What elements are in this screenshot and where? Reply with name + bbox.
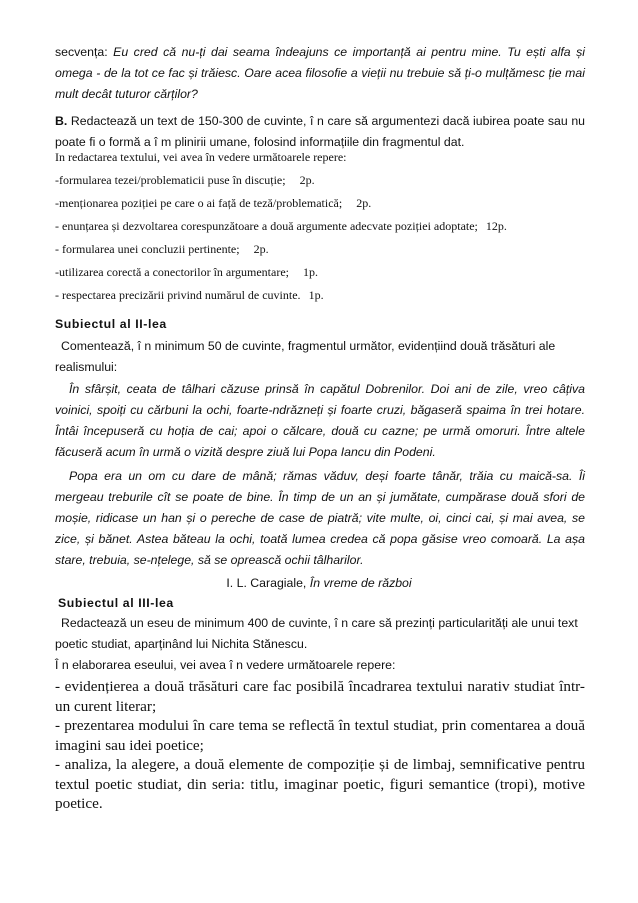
criterion-points: 1p. bbox=[308, 288, 324, 302]
source-author: I. L. Caragiale, bbox=[226, 576, 307, 590]
subject-2-excerpt-2: Popa era un om cu dare de mână; rămas văduv, deși foarte tânăr, trăia cu maică-sa. Îi mergeau treburile cît se poate de bine. În timp de un an și jumătate, cumpărase două sfori de moșie, ridicase un han și o pereche de case de piatră; vite multe, oi, cinci cai, și mai avea, se zice, și bănet. Astea băteau la ochi, toată lumea credea că popa găsise vreo comoară. La așa stare, trebuia, se-nțelege, să se oprească ochii tâlharilor. bbox=[55, 469, 585, 567]
excerpt-source bbox=[0, 573, 638, 594]
subject-2-title: Subiectul al II-lea bbox=[55, 317, 167, 331]
quote-paragraph bbox=[55, 42, 585, 105]
subject-3-intro: Î n elaborarea eseului, vei avea î n vedere următoarele repere: bbox=[55, 658, 396, 672]
subject-3-title: Subiectul al III-lea bbox=[58, 596, 174, 610]
task-b-text: Redactează un text de 150-300 de cuvinte, î n care să argumentezi dacă iubirea poate sau nu poate fi o formă a î m plinirii umane, folosind informațiile din fragmentul dat. bbox=[55, 114, 585, 149]
subject-2-instruction: Comentează, î n minimum 50 de cuvinte, fragmentul următor, evidențiind două trăsături ale realismului: bbox=[55, 339, 556, 374]
criterion-item: - enunțarea și dezvoltarea corespunzătoare a două argumente adecvate poziției adoptate; 12p. bbox=[55, 219, 507, 233]
essay-requirement: - evidențierea a două trăsături care fac posibilă încadrarea textului narativ studiat într-un curent literar; bbox=[55, 678, 585, 715]
quote-label: secvența: bbox=[55, 45, 108, 59]
criterion-points: 2p. bbox=[356, 196, 372, 210]
criterion-points: 2p. bbox=[299, 173, 315, 187]
criterion-item: -formularea tezei/problematicii puse în discuție; 2p. bbox=[55, 173, 315, 187]
criterion-item: -menționarea poziției pe care o ai față de teză/problematică; 2p. bbox=[55, 196, 372, 210]
task-b-marker: B. bbox=[55, 114, 68, 128]
quote-text: Eu cred că nu-ți dai seama îndeajuns ce importanță ai pentru mine. Tu ești alfa și omega - de la tot ce fac și trăiesc. Oare acea filosofie a vieții nu trebuie să ți-o mulțămesc ție mai mult decât tuturor cărților? bbox=[55, 45, 585, 101]
criterion-points: 12p. bbox=[485, 219, 507, 233]
essay-requirement: - prezentarea modului în care tema se reflectă în textul studiat, prin comentarea a două imagini sau idei poetice; bbox=[55, 717, 585, 754]
essay-requirements bbox=[55, 677, 585, 814]
source-work: În vreme de război bbox=[309, 576, 412, 590]
subject-2-excerpt-1: În sfârșit, ceata de tâlhari căzuse prinsă în capătul Dobrenilor. Doi ani de zile, vreo câțiva voinici, spoiți cu cărbuni la ochi, foarte-ndrăzneți și foarte cruzi, băgaseră spaima în trei hotare. Întâi începuseră cu hoția de cai; apoi o călcare, două cu cazne; pe urmă omoruri. Între altele făcuseră acum în urmă o vizită despre ziuă lui Popa Iancu din Podeni. bbox=[55, 382, 585, 459]
criterion-points: 2p. bbox=[253, 242, 269, 256]
criterion-item: - formularea unei concluzii pertinente; 2p. bbox=[55, 242, 269, 256]
grading-criteria bbox=[55, 146, 585, 307]
subject-3-instruction: Redactează un eseu de minimum 400 de cuvinte, î n care să prezinți particularități ale unui text poetic studiat, aparținând lui Nichita Stănescu. bbox=[55, 616, 578, 651]
criterion-item: - respectarea precizării privind numărul de cuvinte. 1p. bbox=[55, 288, 324, 302]
essay-requirement: - analiza, la alegere, a două elemente de compoziție și de limbaj, semnificative pentru textul poetic studiat, din seria: titlu, imaginar poetic, figuri semantice (tropi), motive poetice. bbox=[55, 756, 585, 812]
criteria-intro: In redactarea textului, vei avea în vedere următoarele repere: bbox=[55, 150, 347, 164]
criterion-points: 1p. bbox=[302, 265, 318, 279]
criterion-item: -utilizarea corectă a conectorilor în argumentare; 1p. bbox=[55, 265, 318, 279]
